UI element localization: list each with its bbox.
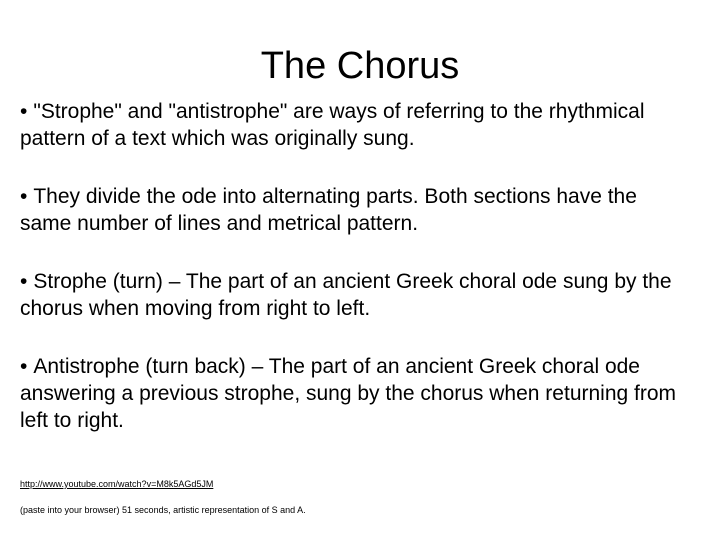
bullet-item-alternating-parts	[20, 183, 690, 237]
bullet-text: They divide the ode into alternating parts. Both sections have the same number of lines and metrical pattern.	[20, 185, 637, 235]
bullet-marker: •	[20, 185, 28, 208]
bullet-text: Strophe (turn) – The part of an ancient Greek choral ode sung by the chorus when moving from right to left.	[20, 270, 672, 320]
bullet-item-strophe-antistrophe	[20, 98, 690, 152]
link-note: (paste into your browser) 51 seconds, artistic representation of S and A.	[20, 505, 306, 515]
bullet-item-strophe-definition	[20, 268, 690, 322]
slide-title: The Chorus	[260, 45, 460, 87]
bullet-marker: •	[20, 355, 28, 378]
bullet-item-antistrophe-definition	[20, 353, 690, 434]
bullet-marker: •	[20, 270, 28, 293]
bullet-marker: •	[20, 100, 28, 123]
bullet-text: Antistrophe (turn back) – The part of an ancient Greek choral ode answering a previous strophe, sung by the chorus when returning from left to right.	[20, 355, 677, 432]
youtube-link[interactable]: http://www.youtube.com/watch?v=M8k5AGd5JM	[20, 479, 214, 489]
bullet-text: "Strophe" and "antistrophe" are ways of referring to the rhythmical pattern of a text which was originally sung.	[20, 100, 645, 150]
bullet-list	[20, 98, 690, 465]
